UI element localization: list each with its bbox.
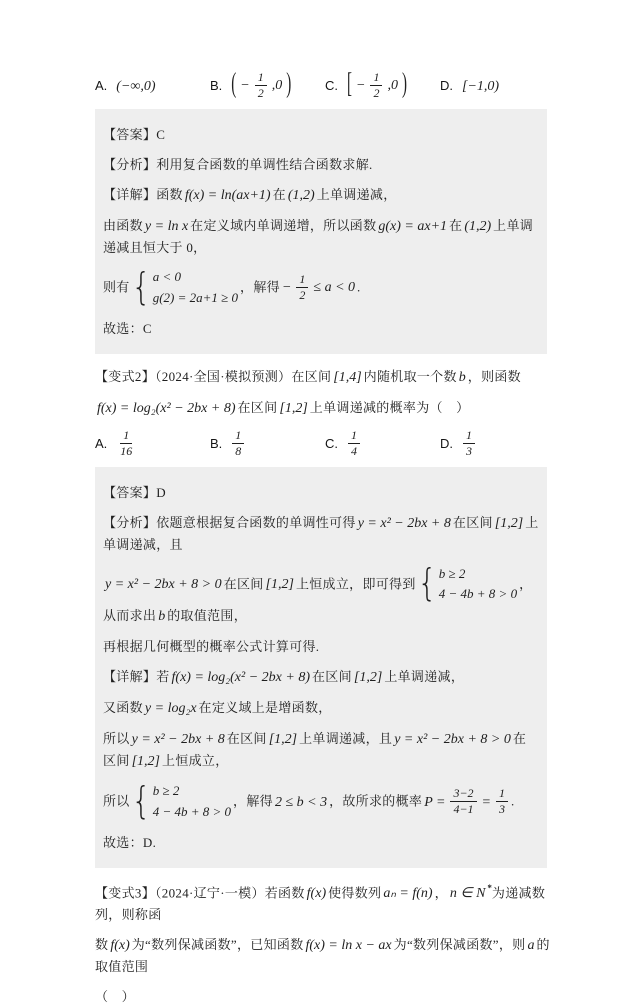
math-run: [−1,0) <box>462 78 500 94</box>
fraction <box>463 428 475 459</box>
question-line <box>95 397 560 419</box>
fraction-numerator: 1 <box>463 428 475 444</box>
math-run: ,0 <box>271 78 283 94</box>
question-line <box>95 934 560 977</box>
text-run: 为递减数列，则称函 <box>95 885 546 923</box>
solution-line <box>103 697 539 719</box>
text-run: ，解得 <box>240 279 280 295</box>
math-run: = <box>481 794 491 810</box>
fraction-denominator: 16 <box>120 443 133 458</box>
fraction-denominator: 2 <box>257 86 264 100</box>
option-c <box>325 428 440 459</box>
text-run: 再根据几何概型的概率公式计算可得. <box>103 639 320 655</box>
math-run: ≤ a < 0 <box>313 280 356 296</box>
fraction-numerator: 1 <box>370 70 382 86</box>
text-run: 【详解】若 <box>103 669 170 685</box>
math-run: f(x) <box>306 886 327 902</box>
cases-row: g(2) = 2a+1 ≥ 0 <box>152 289 239 305</box>
text-run: 使得数列 <box>328 885 382 901</box>
fraction <box>296 272 308 303</box>
left-brace-icon: { <box>131 779 151 824</box>
text-run: 【详解】函数 <box>103 187 183 202</box>
fraction-numerator: 3−2 <box>450 786 476 802</box>
math-run: b <box>158 609 166 625</box>
option-value <box>229 428 247 459</box>
text-run: . <box>511 793 515 809</box>
option-value <box>114 77 157 95</box>
option-label: D. <box>440 78 453 93</box>
option-a <box>95 428 210 459</box>
math-run: − <box>281 280 292 296</box>
answer-label-line <box>103 124 539 145</box>
solution-line <box>103 781 539 823</box>
analysis-line <box>103 561 539 628</box>
option-value <box>345 428 363 459</box>
text-run: 在 <box>449 218 463 233</box>
fraction-denominator: 8 <box>235 443 242 458</box>
text-run: 故选：C <box>103 320 152 336</box>
text-run: 上单调递减，且 <box>103 514 539 552</box>
math-run: 2 ≤ b < 3 <box>274 794 328 810</box>
text-run: 的取值范围， <box>167 608 248 624</box>
question-line <box>95 878 560 925</box>
option-b <box>210 428 325 459</box>
text-run: 在区间 <box>452 514 493 530</box>
option-value <box>460 428 478 459</box>
cases-row: a < 0 <box>152 269 181 284</box>
text-run: 内随机取一个数 <box>363 368 457 384</box>
text-run: 上单调递减的概率为（ ） <box>309 399 470 415</box>
option-value <box>460 77 501 95</box>
answer-block-1 <box>95 109 547 354</box>
text-run: 在区间 <box>312 669 352 685</box>
stretch-delimiter: [ <box>347 69 352 100</box>
fraction-numerator: 1 <box>496 786 508 802</box>
solution-line <box>103 666 539 688</box>
math-run: f(x) = log₂(x² − 2bx + 8) <box>171 670 310 686</box>
question2-options-row <box>95 428 555 459</box>
option-c <box>325 70 440 101</box>
solution-line <box>103 267 539 309</box>
math-run: y = x² − 2bx + 8 <box>131 732 225 748</box>
option-label: B. <box>210 78 223 93</box>
math-run: b <box>458 369 466 385</box>
top-whitespace <box>0 0 640 70</box>
text-run: 为“数列保减函数”，则 <box>393 937 526 953</box>
option-label: A. <box>95 78 108 93</box>
fraction-denominator: 3 <box>466 443 472 458</box>
fraction <box>232 428 244 459</box>
fraction-denominator: 2 <box>373 86 380 100</box>
cases-row: 4 − 4b + 8 > 0 <box>438 586 518 602</box>
answer-label-line <box>103 482 539 503</box>
solution-line <box>103 215 539 258</box>
text-run: 上恒成立， <box>162 753 229 769</box>
math-run: f(x) = ln(ax+1) <box>184 188 271 203</box>
text-run: 在区间 <box>237 399 278 415</box>
text-run: 由函数 <box>103 218 143 233</box>
math-run: [1,2] <box>131 754 161 770</box>
text-run: 在定义域内单调递增，所以函数 <box>190 218 377 233</box>
math-run: y = x² − 2bx + 8 > 0 <box>105 577 222 593</box>
cases-rows <box>153 267 238 309</box>
math-run: [1,2] <box>265 577 294 593</box>
math-run: (1,2) <box>287 188 315 203</box>
text-run: 上单调递减且恒大于 0， <box>103 218 534 255</box>
text-run: 【变式2】（2024·全国·模拟预测）在区间 <box>95 368 332 384</box>
cases-row: b ≥ 2 <box>438 565 466 581</box>
text-run: 故选：D. <box>103 834 157 850</box>
cases-rows <box>439 564 517 606</box>
fraction <box>255 70 267 101</box>
math-run: − <box>356 78 366 94</box>
math-run: [1,2] <box>494 515 524 531</box>
question3-text <box>95 878 560 1007</box>
text-run: 【分析】利用复合函数的单调性结合函数求解. <box>103 157 373 172</box>
math-run: P = <box>424 794 446 810</box>
text-run: 又函数 <box>103 700 143 716</box>
analysis-line <box>103 512 539 555</box>
text-run: ， <box>434 885 448 901</box>
left-brace-icon: { <box>131 265 151 310</box>
question1-options-row <box>95 70 555 101</box>
option-value <box>114 428 138 459</box>
option-label: D. <box>440 435 453 451</box>
fraction <box>117 428 135 459</box>
question2-text <box>95 366 560 419</box>
text-run: 的取值范围 <box>95 937 550 975</box>
fraction <box>370 70 382 101</box>
option-value <box>229 70 293 101</box>
fraction-denominator: 2 <box>299 288 306 303</box>
text-run: 在区间 <box>103 731 527 769</box>
option-value <box>345 70 409 101</box>
cases-row: 4 − 4b + 8 > 0 <box>152 803 232 819</box>
option-a <box>95 77 210 95</box>
text-run: 上单调递减， <box>384 669 465 685</box>
fraction-numerator: 1 <box>296 272 308 288</box>
text-run: 【答案】D <box>103 484 166 500</box>
fraction-denominator: 4−1 <box>453 802 474 817</box>
text-run: 在区间 <box>226 731 267 747</box>
option-label: A. <box>95 435 108 451</box>
fraction-denominator: 4 <box>351 443 357 458</box>
conclusion-line <box>103 318 539 339</box>
text-run: 【答案】C <box>103 127 166 142</box>
stretch-delimiter: ( <box>231 69 237 100</box>
math-run: − <box>240 78 250 94</box>
stretch-delimiter: ) <box>286 69 292 100</box>
math-run: aₙ = f(n) <box>383 886 433 902</box>
math-run: y = x² − 2bx + 8 <box>357 515 451 531</box>
fraction-numerator: 1 <box>348 428 360 444</box>
math-run: y = ln x <box>144 219 189 234</box>
fraction <box>496 786 508 817</box>
answer-block-2 <box>95 467 547 868</box>
superscript: * <box>487 882 492 893</box>
text-run: 在 <box>272 187 286 202</box>
math-run: [1,4] <box>333 369 362 385</box>
analysis-line <box>103 636 539 657</box>
text-run: 【变式3】（2024·辽宁·一模）若函数 <box>95 885 305 901</box>
math-run: (1,2) <box>464 219 492 234</box>
option-d <box>440 428 555 459</box>
text-run: ，解得 <box>233 793 273 809</box>
cases-rows <box>153 781 231 823</box>
text-run: . <box>357 279 361 295</box>
solution-line <box>103 728 539 772</box>
option-label: B. <box>210 435 223 451</box>
text-run: 则有 <box>103 279 130 295</box>
text-run: ，则函数 <box>467 368 521 384</box>
cases-row: b ≥ 2 <box>152 783 180 799</box>
option-d <box>440 77 555 95</box>
option-b <box>210 70 325 101</box>
analysis-line <box>103 154 539 175</box>
text-run: 为“数列保减函数”，已知函数 <box>131 937 304 953</box>
fraction-numerator: 1 <box>255 70 267 86</box>
left-brace-icon: { <box>417 561 437 606</box>
question-line <box>95 986 560 1007</box>
text-run: 在定义域上是增函数， <box>198 700 332 716</box>
cases-group <box>132 781 231 823</box>
fraction-numerator: 1 <box>120 428 132 444</box>
math-run: g(x) = ax+1 <box>378 219 448 234</box>
text-run: 数 <box>95 937 109 953</box>
stretch-delimiter: ) <box>401 69 407 100</box>
fraction <box>348 428 360 459</box>
text-run: ，从而求出 <box>103 576 533 624</box>
fraction-denominator: 3 <box>499 802 505 817</box>
math-run: a <box>527 938 535 954</box>
math-run: ,0 <box>387 78 398 94</box>
math-run: n ∈ N <box>449 886 486 902</box>
question-line <box>95 366 560 388</box>
text-run: （ ） <box>95 989 135 1005</box>
option-label: C. <box>325 78 338 93</box>
fraction-numerator: 1 <box>232 428 244 444</box>
math-run: [1,2] <box>279 400 308 416</box>
text-run: 上单调递减， <box>316 187 397 202</box>
text-run: 所以 <box>103 793 130 809</box>
text-run: 所以 <box>103 731 130 747</box>
math-run: [1,2] <box>268 732 298 748</box>
math-run: (−∞,0) <box>116 78 156 94</box>
math-run: f(x) <box>110 938 130 954</box>
text-run: 【分析】依题意根据复合函数的单调性可得 <box>103 514 356 530</box>
text-run: 上单调递减，且 <box>299 731 393 747</box>
math-run: [1,2] <box>353 670 383 686</box>
cases-group <box>417 561 518 606</box>
cases-group <box>132 267 238 309</box>
math-run: y = log₂x <box>144 701 197 717</box>
text-run: 上恒成立，即可得到 <box>295 576 416 592</box>
math-run: f(x) = log₂(x² − 2bx + 8) <box>97 400 236 416</box>
solution-line <box>103 184 539 206</box>
conclusion-line <box>103 832 539 853</box>
text-run: 在区间 <box>223 576 264 592</box>
math-run: y = x² − 2bx + 8 > 0 <box>394 732 511 748</box>
option-label: C. <box>325 435 338 451</box>
math-run: f(x) = ln x − ax <box>305 938 392 954</box>
fraction <box>450 786 476 817</box>
text-run: ，故所求的概率 <box>329 793 423 809</box>
